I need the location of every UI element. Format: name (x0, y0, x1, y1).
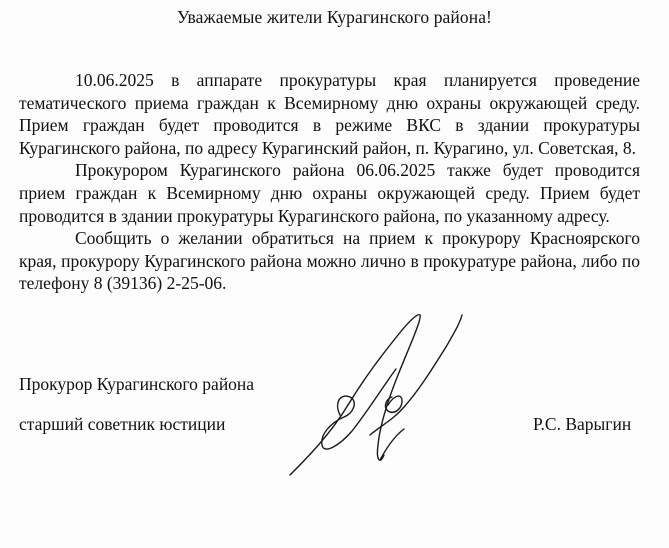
signer-title: Прокурор Курагинского района (19, 374, 255, 394)
handwritten-signature (270, 285, 490, 485)
document-heading: Уважаемые жители Курагинского района! (177, 7, 492, 27)
signer-name: Р.С. Варыгин (533, 414, 632, 434)
paragraph-1: 10.06.2025 в аппарате прокуратуры края планируется проведение тематического приема граждан к Всемирному дню охраны окружающей среду. Прием граждан будет проводится в режиме ВКС в здании прокуратуры Курагинского района, по адресу Курагинский район, п. Курагино, ул. Советская, 8. (19, 70, 640, 158)
paragraph-3: Сообщить о желании обратиться на прием к прокурору Красноярского края, прокурору Курагинского района можно лично в прокуратуре района, либо по телефону 8 (39136) 2-25-06. (19, 228, 640, 294)
paragraph-2: Прокурором Курагинского района 06.06.2025 также будет проводится прием граждан к Всемирному дню охраны окружающей среду. Прием будет проводится в здании прокуратуры Курагинского района, по указанному адресу. (19, 160, 640, 226)
document-body (19, 69, 640, 295)
signer-rank: старший советник юстиции (19, 414, 226, 434)
